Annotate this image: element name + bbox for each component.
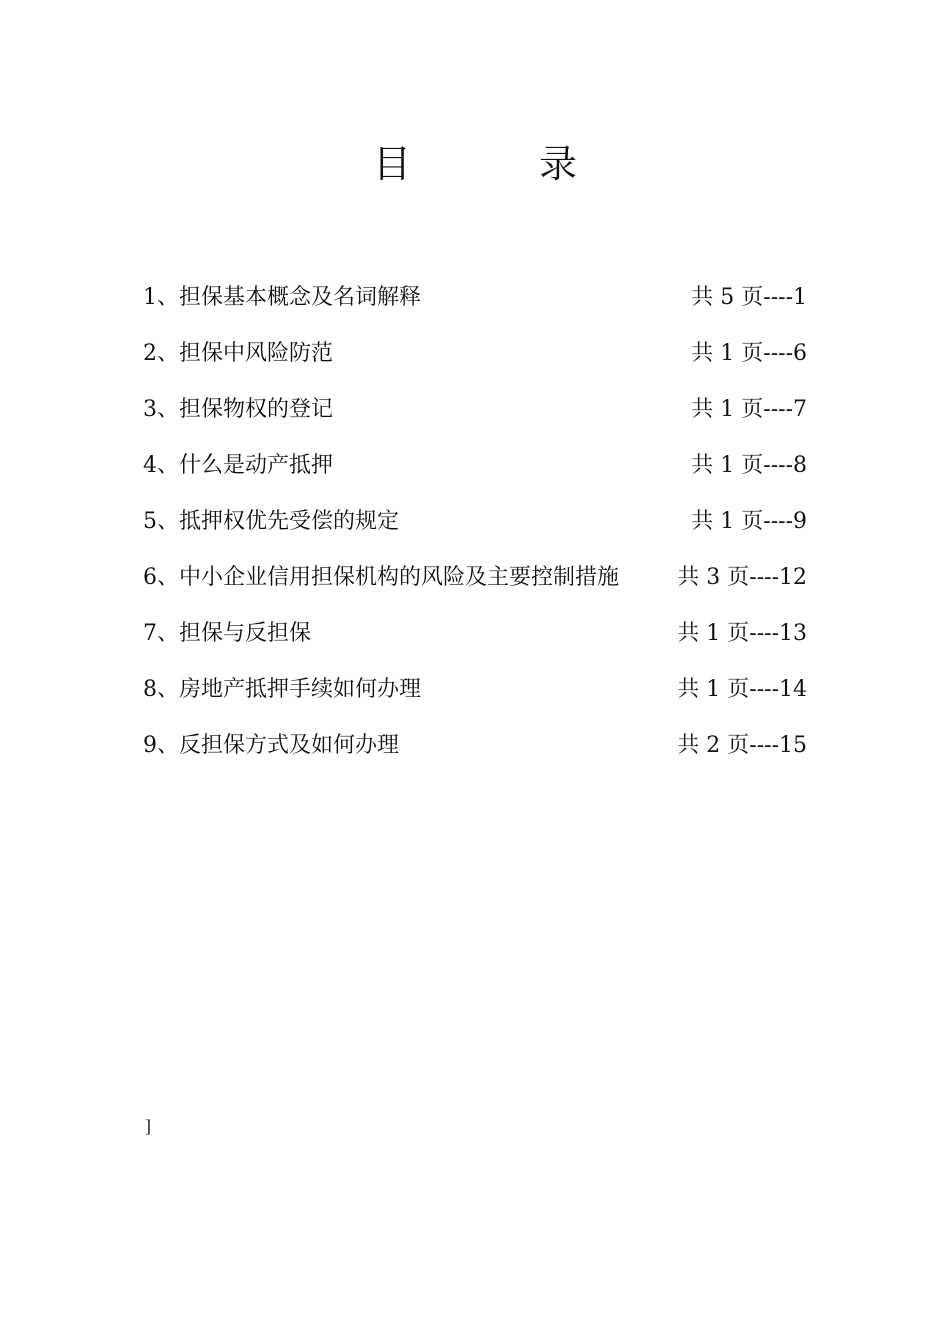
toc-item[interactable] (143, 494, 807, 550)
toc-page-info: 共 1 页----9 (691, 509, 807, 534)
toc-entry-title: 2、担保中风险防范 (143, 341, 333, 366)
toc-item[interactable] (143, 382, 807, 438)
toc-item[interactable] (143, 326, 807, 382)
toc-page-info: 共 1 页----6 (691, 341, 807, 366)
toc-entry-title: 6、中小企业信用担保机构的风险及主要控制措施 (143, 565, 619, 590)
toc-entry-title: 7、担保与反担保 (143, 621, 311, 646)
toc-item[interactable] (143, 270, 807, 326)
toc-page-info: 共 1 页----7 (691, 397, 807, 422)
toc-item[interactable] (143, 606, 807, 662)
toc-page-info: 共 1 页----14 (677, 677, 807, 702)
page-footer-mark: ] (145, 1116, 151, 1136)
toc-entry-title: 5、抵押权优先受偿的规定 (143, 509, 399, 534)
toc-item[interactable] (143, 550, 807, 606)
toc-page-info: 共 1 页----8 (691, 453, 807, 478)
toc-page-info: 共 2 页----15 (677, 733, 807, 758)
table-of-contents (143, 270, 807, 774)
toc-entry-title: 4、什么是动产抵押 (143, 453, 333, 478)
toc-page-info: 共 1 页----13 (677, 621, 807, 646)
page-title: 目 录 (372, 142, 636, 186)
toc-item[interactable] (143, 718, 807, 774)
toc-item[interactable] (143, 438, 807, 494)
toc-entry-title: 3、担保物权的登记 (143, 397, 333, 422)
toc-page-info: 共 5 页----1 (691, 285, 807, 310)
toc-page-info: 共 3 页----12 (677, 565, 807, 590)
toc-entry-title: 8、房地产抵押手续如何办理 (143, 677, 421, 702)
toc-item[interactable] (143, 662, 807, 718)
toc-entry-title: 9、反担保方式及如何办理 (143, 733, 399, 758)
toc-entry-title: 1、担保基本概念及名词解释 (143, 285, 421, 310)
